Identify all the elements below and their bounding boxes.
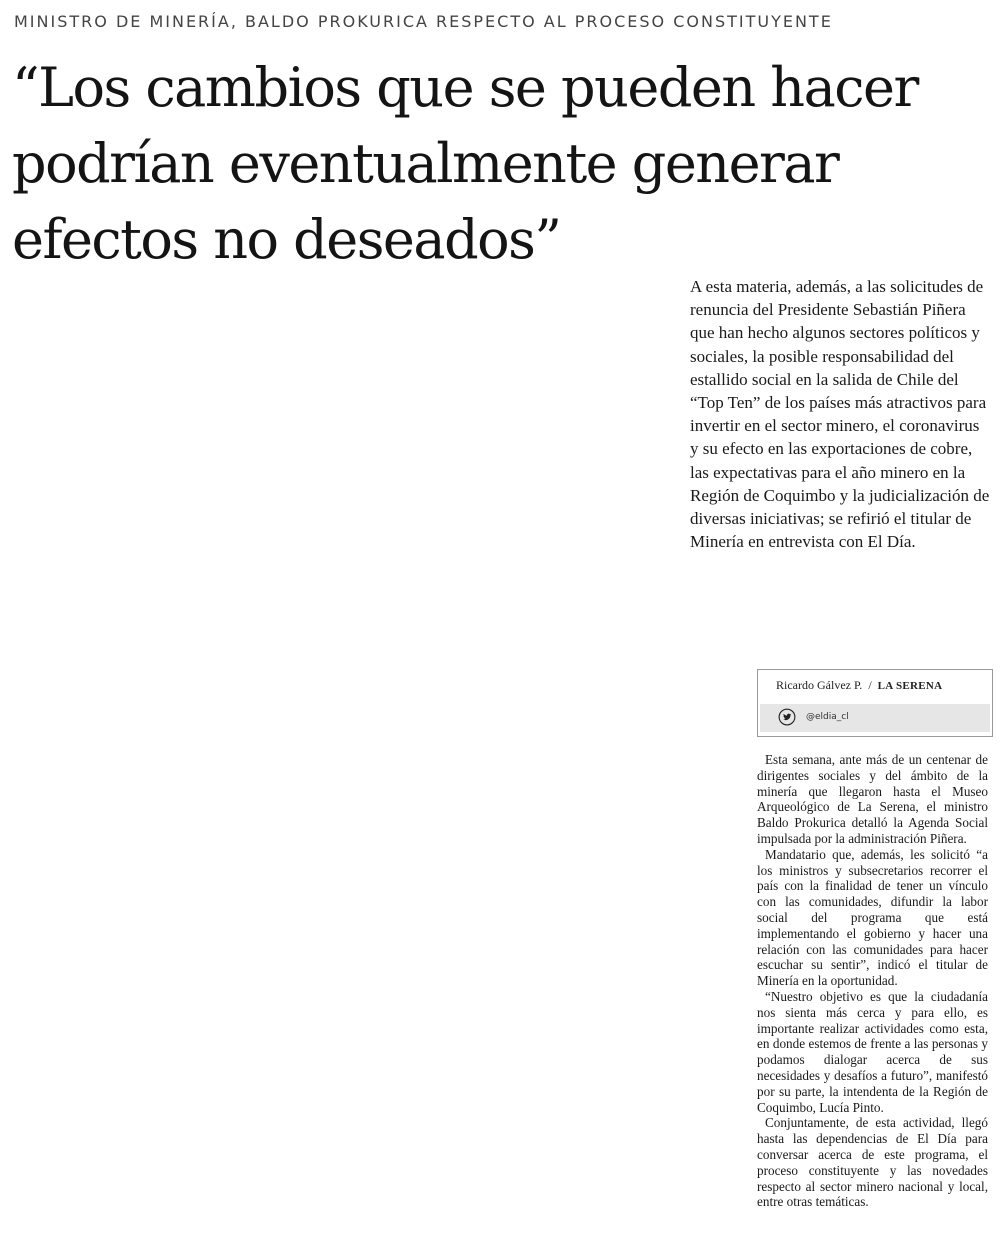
body-paragraph: Mandatario que, además, les solicitó “a los ministros y subsecretarios recorrer el país con la finalidad de tener un vínculo con las comunidades, difundir la labor social del programa que está implementando el gobierno y hacer una relación con las comunidades para hacer escuchar su sentir”, indicó el titular de Minería en la oportunidad.: [757, 846, 988, 989]
byline-credit: [776, 678, 942, 693]
twitter-handle: @eldia_cl: [806, 712, 849, 722]
body-paragraph: Esta semana, ante más de un centenar de dirigentes sociales y del ámbito de la minería que llegaron hasta el Museo Arqueológico de La Serena, el ministro Baldo Prokurica detalló la Agenda Social impulsada por la administración Piñera.: [757, 752, 988, 846]
byline-location: LA SERENA: [877, 680, 943, 692]
section-kicker: MINISTRO DE MINERÍA, BALDO PROKURICA RESPECTO AL PROCESO CONSTITUYENTE: [14, 12, 833, 31]
body-paragraph: “Nuestro objetivo es que la ciudadanía nos sienta más cerca y para ello, es importante realizar actividades como esta, en donde estemos de frente a las personas y podamos dialogar acerca de sus necesidades y desafíos a futuro”, manifestó por su parte, la intendenta de la Región de Coquimbo, Lucía Pinto.: [757, 988, 988, 1115]
article-body: [757, 752, 988, 1210]
byline-author: Ricardo Gálvez P.: [776, 678, 863, 692]
body-paragraph: Conjuntamente, de esta actividad, llegó hasta las dependencias de El Día para conversar acerca de este programa, el proceso constituyente y las novedades respecto al sector minero nacional y local, entre otras temáticas.: [757, 1115, 988, 1210]
twitter-icon: [778, 708, 796, 726]
byline-separator: /: [868, 678, 872, 692]
lead-paragraph: A esta materia, además, a las solicitudes de renuncia del Presidente Sebastián Piñera que han hecho algunos sectores políticos y sociales, la posible responsabilidad del estallido social en la salida de Chile del “Top Ten” de los países más atractivos para invertir en el sector minero, el coronavirus y su efecto en las exportaciones de cobre, las expectativas para el año minero en la Región de Coquimbo y la judicialización de diversas iniciativas; se refirió el titular de Minería en entrevista con El Día.: [690, 277, 990, 552]
byline-social-bar: [760, 704, 990, 732]
byline-box: [757, 669, 993, 737]
headline: “Los cambios que se pueden hacer podrían eventualmente generar efectos no deseados”: [12, 56, 918, 271]
